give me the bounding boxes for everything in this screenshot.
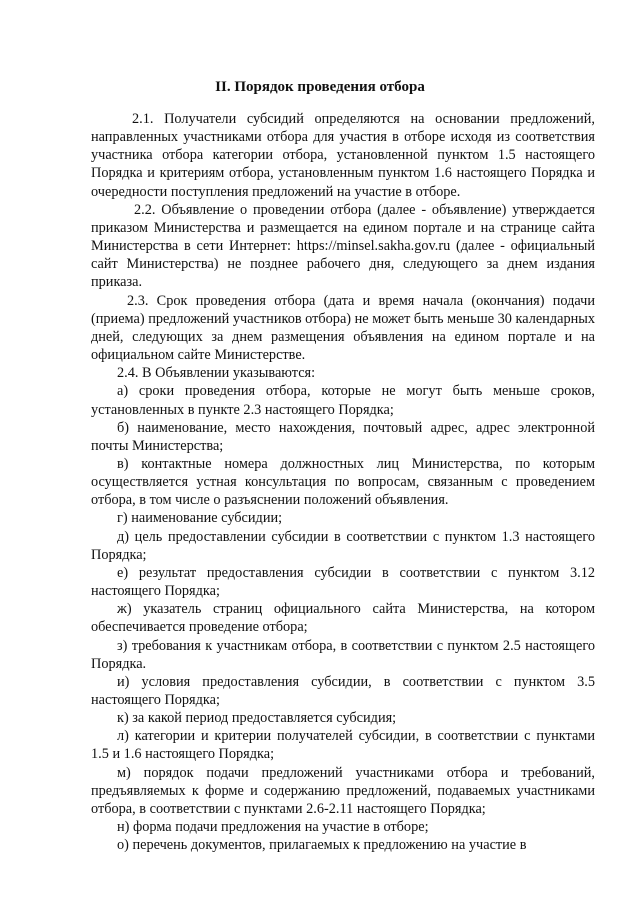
paragraph-2-4: 2.4. В Объявлении указываются: xyxy=(117,365,316,382)
list-item-zh: ж) указатель страниц официального сайта Министерства, на котором обеспечивается проведение отбора; xyxy=(91,601,595,636)
list-item-e: е) результат предоставления субсидии в соответствии с пунктом 3.12 настоящего Порядка; xyxy=(91,564,595,600)
list-item-a: а) сроки проведения отбора, которые не могут быть меньше сроков, установленных в пункте 2.3 настоящего Порядка; xyxy=(91,383,595,418)
list-item-o: о) перечень документов, прилагаемых к предложению на участие в xyxy=(117,837,527,854)
list-item-i: и) условия предоставления субсидии, в соответствии с пунктом 3.5 настоящего Порядка; xyxy=(91,673,595,708)
paragraph-2-3: 2.3. Срок проведения отбора (дата и время начала (окончания) подачи (приема) предложений участников отбора) не может быть меньше 30 календарных дней, следующих за днем размещения объявления на едином портале и на официальном сайте Министерстве. xyxy=(91,292,595,364)
document-body xyxy=(91,110,595,854)
list-item-m: м) порядок подачи предложений участниками отбора и требований, предъявляемых к форме и содержанию предложений, подаваемых участниками отбора, в соответствии с пунктами 2.6-2.11 настоящего Порядка; xyxy=(91,764,595,817)
list-item-k: к) за какой период предоставляется субсидия; xyxy=(117,710,397,727)
list-item-b: б) наименование, место нахождения, почтовый адрес, адрес электронной почты Министерства; xyxy=(91,419,595,454)
paragraph-2-1: 2.1. Получатели субсидий определяются на основании предложений, направленных участниками отбора для участия в отборе исходя из соответствия участника отбора категории отбора, установленной пунктом 1.5 настоящего Порядка и критериям отбора, установленным пунктом 1.6 настоящего Порядка и очередности поступления предложений на участие в отборе. xyxy=(91,111,595,200)
list-item-v: в) контактные номера должностных лиц Министерства, по которым осуществляется устная консультация по вопросам, связанным с проведением отбора, в том числе о разъяснении положений объявления. xyxy=(91,455,595,509)
list-item-d: д) цель предоставлении субсидии в соответствии с пунктом 1.3 настоящего Порядка; xyxy=(91,528,595,563)
section-heading: II. Порядок проведения отбора xyxy=(215,79,425,95)
list-item-n: н) форма подачи предложения на участие в отборе; xyxy=(117,819,429,836)
list-item-l: л) категории и критерии получателей субсидии, в соответствии с пунктами 1.5 и 1.6 настоящего Порядка; xyxy=(91,728,595,763)
list-item-z: з) требования к участникам отбора, в соответствии с пунктом 2.5 настоящего Порядка. xyxy=(91,637,595,672)
paragraph-2-2: 2.2. Объявление о проведении отбора (далее - объявление) утверждается приказом Министерства и размещается на едином портале и на странице сайта Министерства в сети Интернет: https://minsel.sakha.gov.ru (далее - официальный сайт Министерства) не позднее рабочего дня, следующего за днем издания приказа. xyxy=(91,201,595,291)
list-item-g: г) наименование субсидии; xyxy=(117,510,283,527)
